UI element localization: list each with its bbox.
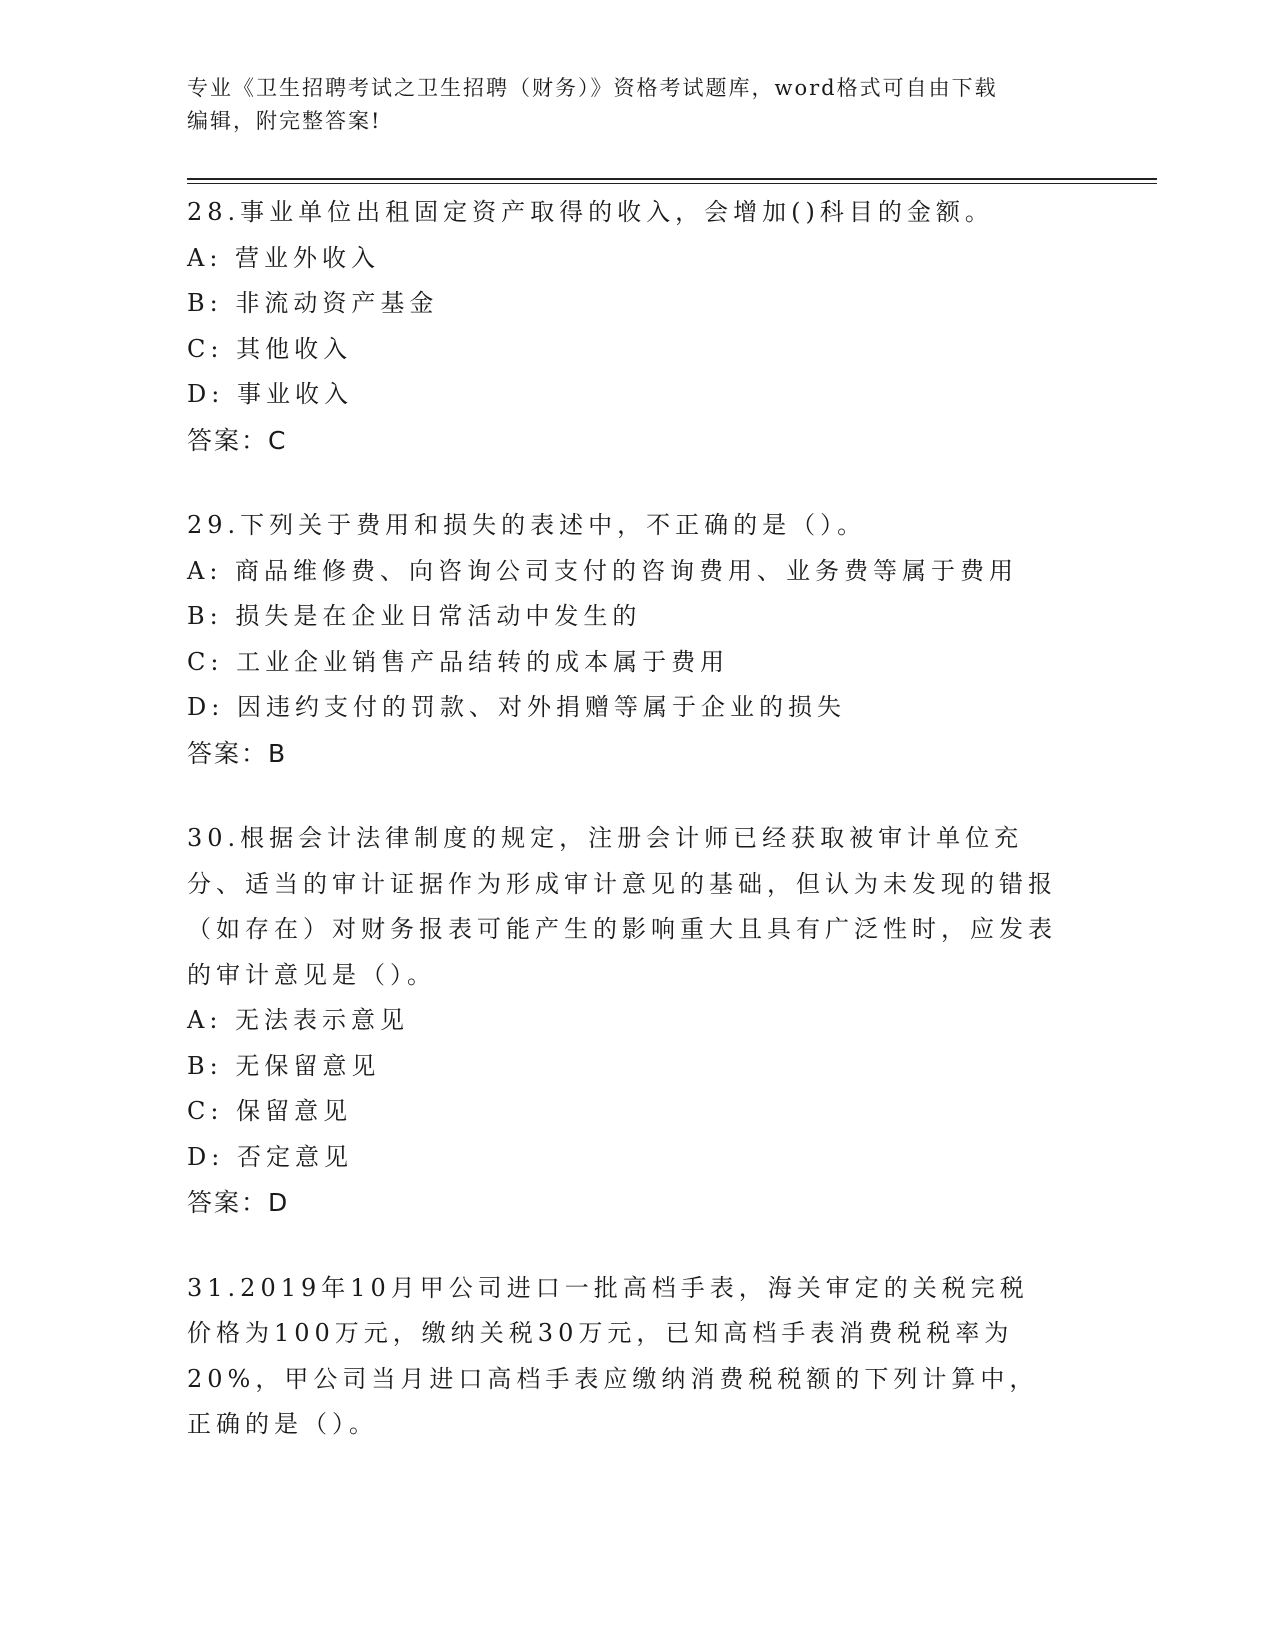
- header-divider-thick: [187, 178, 1157, 180]
- header-line-1: 专业《卫生招聘考试之卫生招聘（财务）》资格考试题库，word格式可自由下载: [187, 76, 998, 100]
- question-29: [187, 503, 1057, 776]
- question-stem: 29.下列关于费用和损失的表述中，不正确的是（）。: [187, 511, 867, 539]
- option-a: A: 营业外收入: [187, 243, 381, 272]
- answer: 答案：D: [187, 1188, 290, 1217]
- option-c: C: 保留意见: [187, 1097, 353, 1125]
- option-b: B: 非流动资产基金: [187, 289, 439, 317]
- header-line-2: 编辑，附完整答案!: [187, 109, 382, 133]
- option-b: B: 损失是在企业日常活动中发生的: [187, 602, 642, 630]
- question-30: [187, 816, 1057, 1226]
- header-divider-thin: [187, 183, 1157, 184]
- option-d: D: 因违约支付的罚款、对外捐赠等属于企业的损失: [187, 693, 846, 721]
- question-31: [187, 1266, 1057, 1448]
- option-b: B: 无保留意见: [187, 1051, 381, 1080]
- question-28: [187, 190, 1057, 463]
- document-header: [187, 72, 1067, 138]
- answer: 答案：B: [187, 738, 288, 768]
- answer: 答案：C: [187, 425, 288, 455]
- option-a: A: 无法表示意见: [187, 1006, 410, 1034]
- question-stem: 28.事业单位出租固定资产取得的收入，会增加()科目的金额。: [187, 198, 994, 226]
- option-c: C: 其他收入: [187, 334, 353, 363]
- option-a: A: 商品维修费、向咨询公司支付的咨询费用、业务费等属于费用: [187, 556, 1019, 585]
- option-d: D: 否定意见: [187, 1142, 353, 1171]
- question-list: [187, 190, 1057, 1488]
- question-stem: 31.2019年10月甲公司进口一批高档手表，海关审定的关税完税价格为100万元，缴纳关税30万元，已知高档手表消费税税率为20%，甲公司当月进口高档手表应缴纳消费税税额的下列计算中，正确的是（）。: [187, 1273, 1039, 1438]
- option-c: C: 工业企业销售产品结转的成本属于费用: [187, 647, 730, 676]
- option-d: D: 事业收入: [187, 380, 353, 408]
- question-stem: 30.根据会计法律制度的规定，注册会计师已经获取被审计单位充分、适当的审计证据作为形成审计意见的基础，但认为未发现的错报（如存在）对财务报表可能产生的影响重大且具有广泛性时，应发表的审计意见是（）。: [187, 824, 1057, 989]
